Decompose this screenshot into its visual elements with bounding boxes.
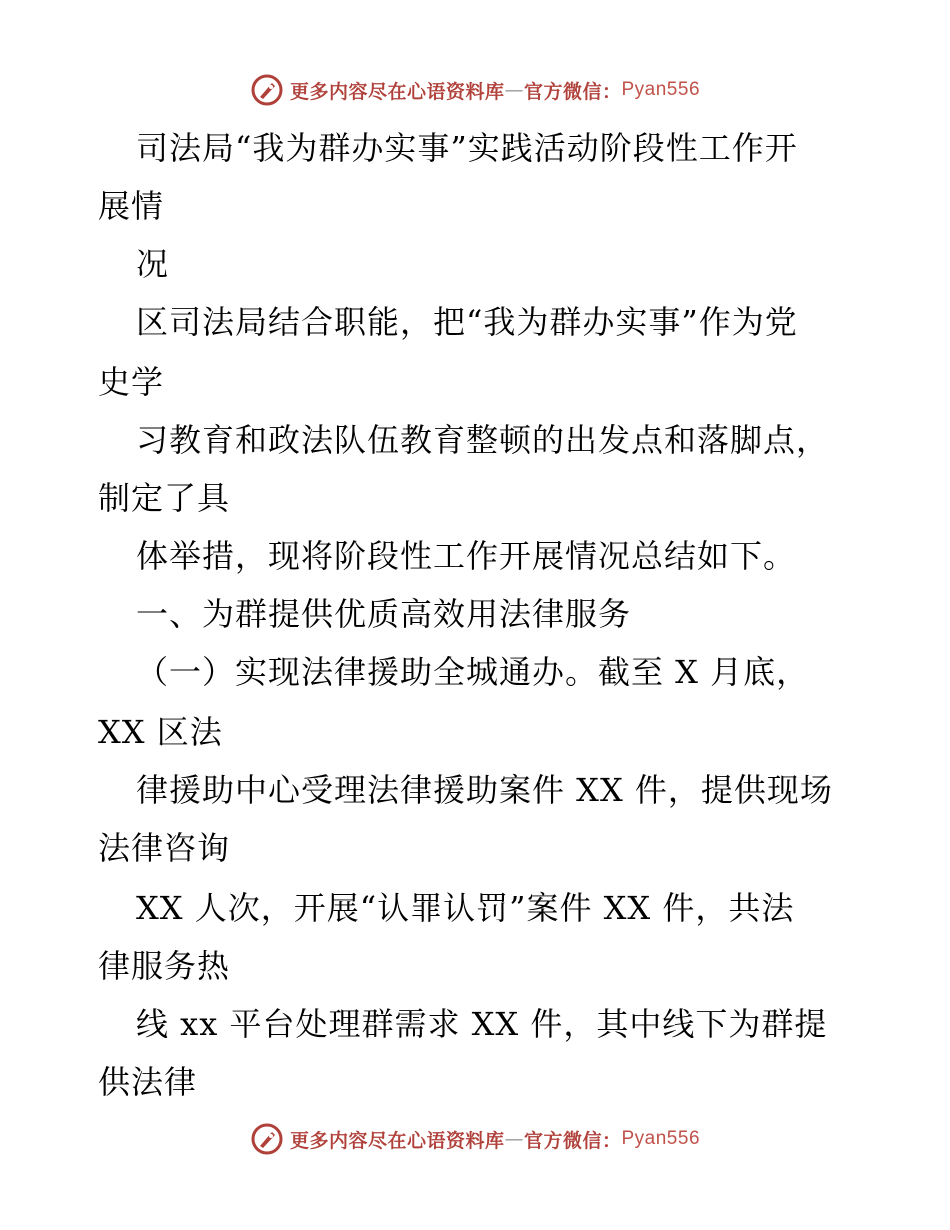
doc-line: 供法律 [98, 1063, 198, 1101]
footer-banner [0, 1119, 950, 1159]
doc-line: XX 人次，开展“认罪认罚”案件 XX 件，共法 [136, 889, 795, 927]
doc-line: 线 xx 平台处理群需求 XX 件，其中线下为群提 [136, 1005, 828, 1043]
banner-separator: — [504, 79, 524, 101]
banner-wechat-id: Pyan556 [621, 1128, 701, 1149]
doc-line: 律服务热 [98, 947, 231, 985]
banner-wechat-id: Pyan556 [621, 79, 701, 100]
doc-line: 况 [136, 245, 170, 283]
banner-main-text: 更多内容尽在心语资料库 [289, 1129, 505, 1152]
doc-line: XX 区法 [98, 713, 223, 751]
doc-line: 司法局“我为群办实事”实践活动阶段性工作开 [136, 129, 798, 167]
doc-line: 区司法局结合职能，把“我为群办实事”作为党 [136, 303, 798, 341]
doc-line: 习教育和政法队伍教育整顿的出发点和落脚点， [136, 421, 830, 459]
pen-nib-logo-icon [250, 1122, 284, 1156]
banner-wechat-label: 官方微信： [523, 1129, 622, 1152]
doc-line: 一、为群提供优质高效用法律服务 [136, 595, 632, 633]
doc-line: 史学 [98, 363, 165, 401]
pen-nib-logo-icon [250, 73, 284, 107]
banner-wechat-label: 官方微信： [523, 80, 622, 103]
doc-line: 体举措，现将阶段性工作开展情况总结如下。 [136, 537, 797, 575]
doc-line: 法律咨询 [98, 829, 231, 867]
header-banner [0, 70, 950, 110]
doc-line: 展情 [98, 187, 165, 225]
doc-line: 律援助中心受理法律援助案件 XX 件，提供现场 [136, 771, 833, 809]
banner-main-text: 更多内容尽在心语资料库 [289, 80, 505, 103]
doc-line: 制定了具 [98, 479, 231, 517]
banner-separator: — [504, 1128, 524, 1150]
doc-line: （一）实现法律援助全城通办。截至 X 月底， [136, 653, 810, 691]
